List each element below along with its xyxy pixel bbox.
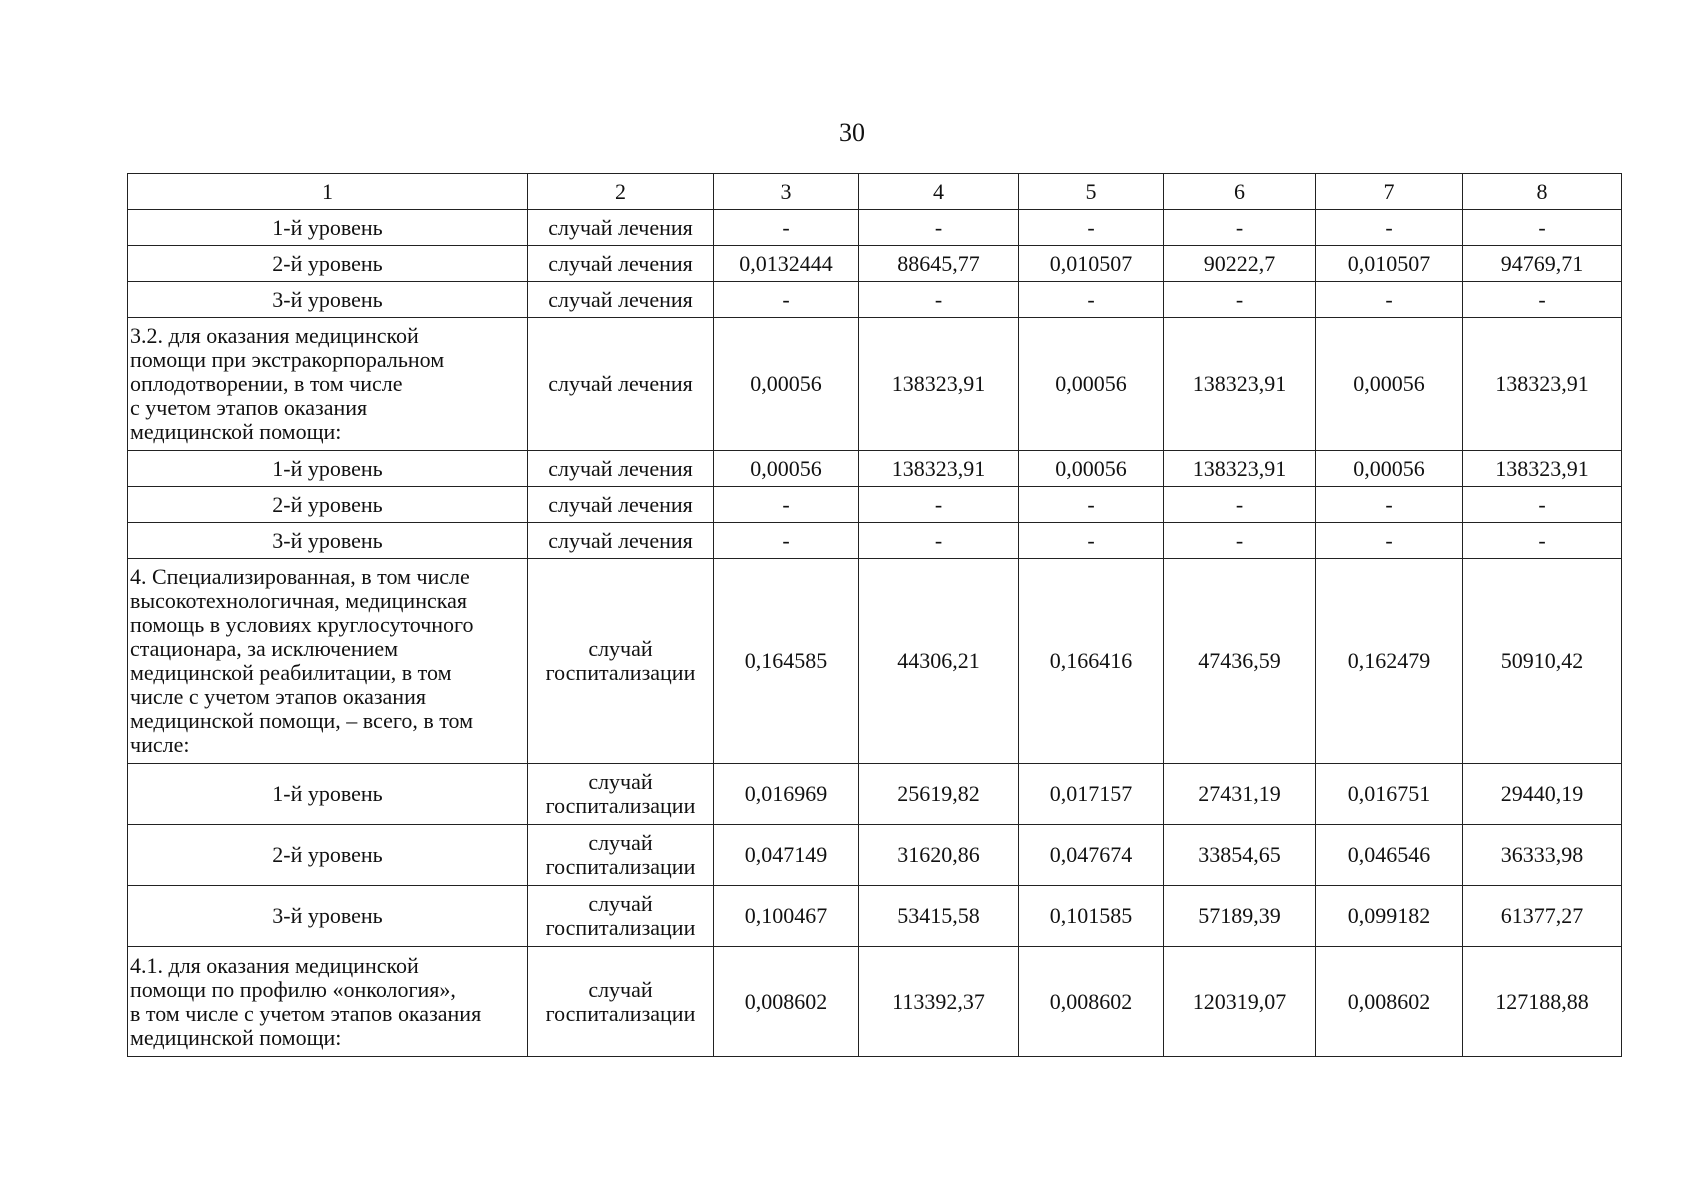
indicators-table [127,173,1622,1057]
table-row [128,282,1622,318]
value-cell: 90222,7 [1164,246,1316,282]
value-cell: - [1463,487,1622,523]
row-label-cell: 2-й уровень [128,246,528,282]
value-cell: 0,017157 [1019,764,1164,825]
unit-cell: случай лечения [528,246,714,282]
value-cell: 44306,21 [859,559,1019,764]
value-cell: - [1164,487,1316,523]
table-row [128,947,1622,1057]
value-cell: 0,046546 [1316,825,1463,886]
value-cell: 138323,91 [1463,318,1622,451]
value-cell: - [1316,210,1463,246]
value-cell: 0,00056 [1316,451,1463,487]
value-cell: 0,008602 [1019,947,1164,1057]
column-number-cell: 7 [1316,174,1463,210]
row-label-cell: 4.1. для оказания медицинской помощи по профилю «онкология», в том числе с учетом этапов оказания медицинской помощи: [128,947,528,1057]
column-number-cell: 1 [128,174,528,210]
value-cell: 0,00056 [1316,318,1463,451]
value-cell: - [714,523,859,559]
value-cell: 31620,86 [859,825,1019,886]
unit-cell: случай госпитализации [528,825,714,886]
value-cell: 0,010507 [1316,246,1463,282]
value-cell: - [1164,210,1316,246]
column-number-cell: 2 [528,174,714,210]
page-number: 30 [839,118,865,147]
row-label-cell: 1-й уровень [128,451,528,487]
value-cell: 0,164585 [714,559,859,764]
value-cell: 138323,91 [859,318,1019,451]
column-number-cell: 8 [1463,174,1622,210]
unit-cell: случай госпитализации [528,559,714,764]
value-cell: 36333,98 [1463,825,1622,886]
value-cell: - [859,282,1019,318]
value-cell: - [1316,282,1463,318]
row-label-cell: 1-й уровень [128,210,528,246]
value-cell: 0,166416 [1019,559,1164,764]
table-row [128,318,1622,451]
value-cell: - [1316,487,1463,523]
table-row [128,825,1622,886]
column-number-row [128,174,1622,210]
value-cell: - [859,523,1019,559]
value-cell: 138323,91 [1463,451,1622,487]
value-cell: - [714,487,859,523]
table-row [128,764,1622,825]
value-cell: - [1316,523,1463,559]
value-cell: 25619,82 [859,764,1019,825]
value-cell: 0,00056 [1019,451,1164,487]
unit-cell: случай лечения [528,523,714,559]
value-cell: 57189,39 [1164,886,1316,947]
value-cell: 138323,91 [859,451,1019,487]
table-row [128,246,1622,282]
value-cell: 0,00056 [714,318,859,451]
value-cell: 94769,71 [1463,246,1622,282]
unit-cell: случай лечения [528,451,714,487]
unit-cell: случай госпитализации [528,886,714,947]
value-cell: 0,100467 [714,886,859,947]
row-label-cell: 3.2. для оказания медицинской помощи при экстракорпоральном оплодотворении, в том числе с учетом этапов оказания медицинской помощи: [128,318,528,451]
value-cell: - [1463,282,1622,318]
value-cell: - [714,282,859,318]
value-cell: - [859,210,1019,246]
table-row [128,523,1622,559]
value-cell: 0,099182 [1316,886,1463,947]
value-cell: 127188,88 [1463,947,1622,1057]
unit-cell: случай лечения [528,318,714,451]
column-number-cell: 6 [1164,174,1316,210]
row-label-cell: 3-й уровень [128,282,528,318]
value-cell: 0,0132444 [714,246,859,282]
column-number-cell: 5 [1019,174,1164,210]
value-cell: 0,047674 [1019,825,1164,886]
value-cell: 0,008602 [714,947,859,1057]
column-number-cell: 4 [859,174,1019,210]
table-row [128,559,1622,764]
unit-cell: случай госпитализации [528,947,714,1057]
value-cell: 0,00056 [714,451,859,487]
table-row [128,210,1622,246]
table-row [128,451,1622,487]
value-cell: 29440,19 [1463,764,1622,825]
value-cell: 0,008602 [1316,947,1463,1057]
value-cell: - [859,487,1019,523]
value-cell: 0,101585 [1019,886,1164,947]
value-cell: 61377,27 [1463,886,1622,947]
value-cell: 0,016751 [1316,764,1463,825]
value-cell: - [1164,282,1316,318]
unit-cell: случай лечения [528,487,714,523]
row-label-cell: 2-й уровень [128,487,528,523]
value-cell: 47436,59 [1164,559,1316,764]
value-cell: 113392,37 [859,947,1019,1057]
value-cell: 88645,77 [859,246,1019,282]
row-label-cell: 2-й уровень [128,825,528,886]
table-row [128,886,1622,947]
table-body [128,174,1622,1057]
value-cell: 53415,58 [859,886,1019,947]
value-cell: 0,016969 [714,764,859,825]
unit-cell: случай госпитализации [528,764,714,825]
row-label-cell: 1-й уровень [128,764,528,825]
unit-cell: случай лечения [528,210,714,246]
value-cell: - [1463,523,1622,559]
value-cell: 0,00056 [1019,318,1164,451]
value-cell: - [1019,282,1164,318]
unit-cell: случай лечения [528,282,714,318]
value-cell: 0,162479 [1316,559,1463,764]
value-cell: 50910,42 [1463,559,1622,764]
value-cell: 138323,91 [1164,318,1316,451]
value-cell: 120319,07 [1164,947,1316,1057]
value-cell: 27431,19 [1164,764,1316,825]
row-label-cell: 3-й уровень [128,523,528,559]
column-number-cell: 3 [714,174,859,210]
value-cell: - [1164,523,1316,559]
value-cell: - [1019,523,1164,559]
row-label-cell: 4. Специализированная, в том числе высокотехнологичная, медицинская помощь в условиях круглосуточного стационара, за исключением медицинской реабилитации, в том числе с учетом этапов оказания медицинской помощи, – всего, в том числе: [128,559,528,764]
value-cell: - [1019,210,1164,246]
table-row [128,487,1622,523]
value-cell: 33854,65 [1164,825,1316,886]
row-label-cell: 3-й уровень [128,886,528,947]
value-cell: - [1463,210,1622,246]
value-cell: 0,047149 [714,825,859,886]
value-cell: - [1019,487,1164,523]
value-cell: 138323,91 [1164,451,1316,487]
value-cell: - [714,210,859,246]
value-cell: 0,010507 [1019,246,1164,282]
